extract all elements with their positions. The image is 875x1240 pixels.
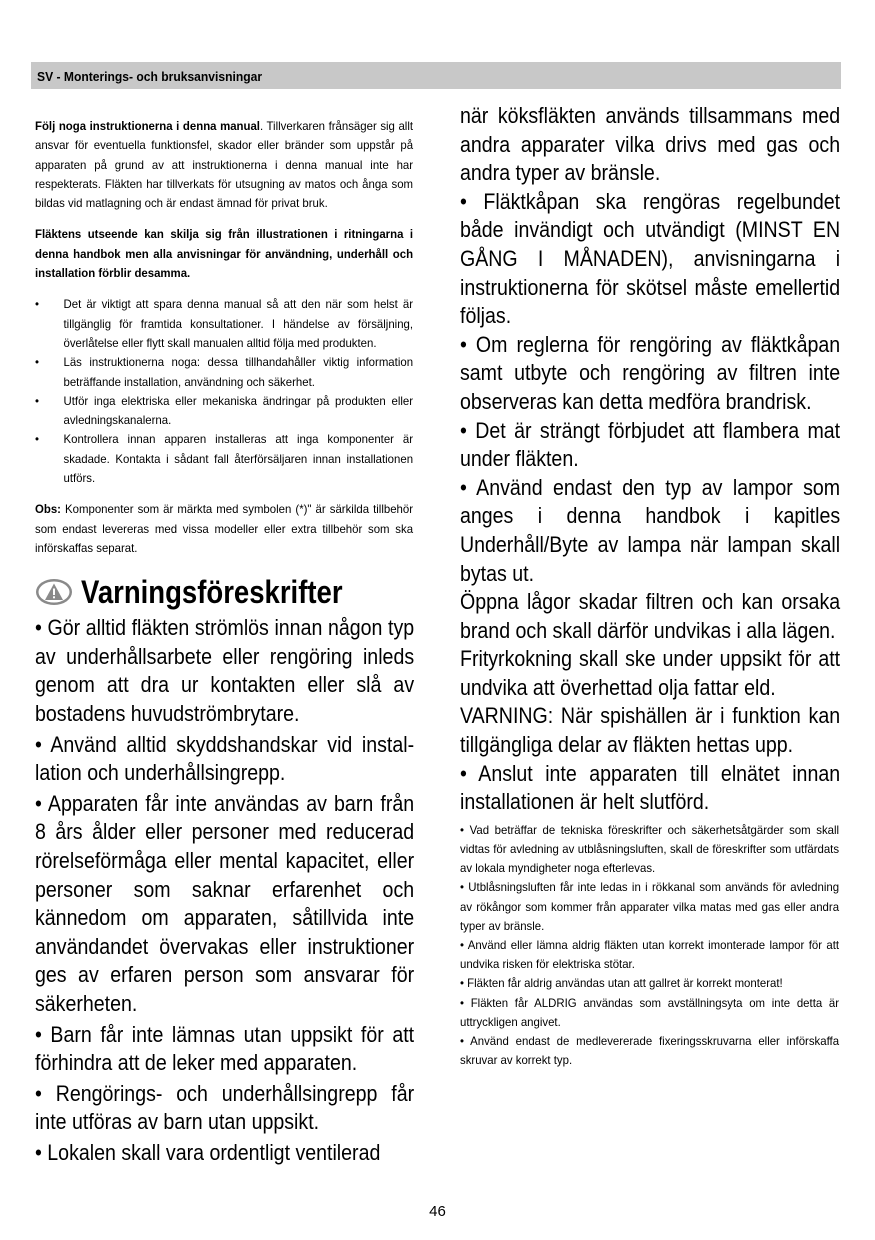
- intro-body: . Tillverkaren frånsäger sig allt ansvar för eventuella funktionsfel, skador eller bränder som uppstår på apparaten på grund av att instruktionerna i denna manual inte har respekterats. Fläkten har tillverkats för utsugning av matos och ånga som bildas vid matlagning och är endast ämnad för privat bruk.: [35, 119, 414, 211]
- right-column: [460, 102, 840, 1070]
- warning-paragraph: • Apparaten får inte användas av barn från 8 års ålder eller personer med reducerad rörelseförmåga eller mental kapacitet, eller personer som saknar erfarenhet och kännedom om apparaten, såtillvida inte användandet övervakas eller instruktioner ges av erfaren person som ansvarar för säkerheten.: [35, 790, 415, 1016]
- intro-text: [35, 117, 413, 558]
- obs-text: Komponenter som är märkta med symbolen (*)" är särkilda tillbehör som endast levereras med vissa modeller eller extra tillbehör som ska införskaffas separat.: [35, 502, 414, 555]
- list-item: [35, 295, 413, 353]
- small-warning-paragraph: • Använd eller lämna aldrig fläkten utan korrekt imonterade lampor för att undvika risken för elektriska stötar.: [460, 938, 840, 972]
- warning-paragraph: Öppna lågor skadar filtren och kan orsaka brand och skall därför undvikas i alla lägen.: [460, 589, 841, 643]
- list-item-text: Kontrollera innan apparen installeras att inga komponenter är skadade. Kontakta i sådant fall återförsäljaren innan installationen utförs.: [63, 432, 414, 486]
- bullet-icon: •: [35, 432, 39, 447]
- warning-paragraph: • Om reglerna för rengöring av fläktkåpan samt utbyte och rengöring av filtren inte observeras kan detta medföra brandrisk.: [460, 331, 841, 414]
- warning-paragraph: när köksfläkten används tillsammans med andra apparater vilka drivs med gas och andra typer av bränsle.: [460, 103, 841, 186]
- list-item-text: Det är viktigt att spara denna manual så att den när som helst är tillgänglig för framtida konsultationer. I händelse av försäljning, överlåtelse eller flytt skall manualen alltid följa med produkten.: [63, 297, 414, 350]
- warning-paragraph: • Lokalen skall vara ordentligt ventilerad: [35, 1139, 381, 1165]
- warning-icon: [35, 577, 73, 607]
- warnings-heading: [35, 570, 414, 614]
- page-number: 46: [429, 1203, 446, 1220]
- intro-bold-lead: Följ noga instruktionerna i denna manual: [35, 119, 260, 133]
- section-header-title: SV - Monterings- och bruksanvisningar: [37, 69, 263, 84]
- warning-paragraph: • Fläktkåpan ska rengöras regelbundet både invändigt och utvändigt (MINST EN GÅNG I MÅNADEN), anvisningarna i instruktionerna för skötsel måste emellertid följas.: [460, 188, 841, 329]
- list-item-text: Läs instruktionerna noga: dessa tillhandahåller viktig information beträffande installation, användning och säkerhet.: [63, 355, 414, 389]
- intro-bullet-list: [35, 295, 413, 488]
- small-warning-paragraph: • Fläkten får ALDRIG användas som avställningsyta om inte detta är uttryckligen angivet.: [460, 995, 840, 1029]
- warnings-right-text: [460, 102, 840, 817]
- list-item: [35, 353, 413, 392]
- warnings-title: Varningsföreskrifter: [81, 573, 343, 610]
- list-item: [35, 392, 413, 431]
- warning-paragraph: VARNING: När spishällen är i funktion kan tillgängliga delar av fläkten hettas upp.: [460, 703, 841, 758]
- small-warning-paragraph: • Utblåsningsluften får inte ledas in i rökkanal som används för avledning av rökångor som kommer från apparater vilka matas med gas eller andra typer av bränsle.: [460, 880, 840, 933]
- obs-note: [35, 500, 413, 558]
- bullet-icon: •: [35, 393, 39, 408]
- warning-paragraph: Frityrkokning skall ske under uppsikt för att undvika att överhettad olja fattar eld.: [460, 646, 841, 700]
- warning-paragraph: • Rengörings- och underhållsingrepp får inte utföras av barn utan uppsikt.: [35, 1080, 415, 1135]
- list-item: [35, 430, 413, 488]
- small-warning-paragraph: • Använd endast de medlevererade fixeringsskruvarna eller införskaffa skruvar av korrekt typ.: [460, 1034, 840, 1068]
- small-warning-paragraph: • Fläkten får aldrig användas utan att gallret är korrekt monterat!: [460, 976, 783, 991]
- list-item-text: Utför inga elektriska eller mekaniska ändringar på produkten eller avledningskanalerna.: [63, 393, 414, 428]
- intro-paragraph: [35, 117, 413, 213]
- left-column: [35, 105, 414, 1170]
- appearance-notice: [35, 225, 413, 283]
- section-header: [31, 62, 841, 89]
- small-warning-paragraph: • Vad beträffar de tekniska föreskrifter och säkerhetsåtgärder som skall vidtas för avledning av utblåsningsluften, skall de föreskrifter som utfärdats av lokala myndigheter noga efterlevas.: [460, 822, 840, 876]
- warnings-right-small-text: [460, 821, 839, 1071]
- warning-paragraph: • Använd alltid skyddshandskar vid instal-lation och underhållsingrepp.: [35, 731, 415, 786]
- warnings-left-text: [35, 614, 414, 1167]
- warning-paragraph: • Anslut inte apparaten till elnätet innan installationen är helt slutförd.: [460, 760, 841, 815]
- warning-paragraph: • Barn får inte lämnas utan uppsikt för att förhindra att de leker med apparaten.: [35, 1021, 415, 1076]
- warning-paragraph: • Gör alltid fläkten strömlös innan någon typ av underhållsarbete eller rengöring inleds genom att dra ur kontakten eller slå av bostadens huvudströmbrytare.: [35, 615, 415, 727]
- appearance-notice-text: Fläktens utseende kan skilja sig från illustrationen i ritningarna i denna handbok men alla anvisningar för användning, underhåll och installation förblir desamma.: [35, 227, 414, 281]
- bullet-icon: •: [35, 355, 39, 370]
- warning-paragraph: • Använd endast den typ av lampor som anges i denna handbok i kapitles Underhåll/Byte av lampa när lampan skall bytas ut.: [460, 474, 841, 586]
- bullet-icon: •: [35, 297, 39, 312]
- obs-label: Obs:: [35, 502, 61, 517]
- warning-paragraph: • Det är strängt förbjudet att flambera mat under fläkten.: [460, 417, 841, 472]
